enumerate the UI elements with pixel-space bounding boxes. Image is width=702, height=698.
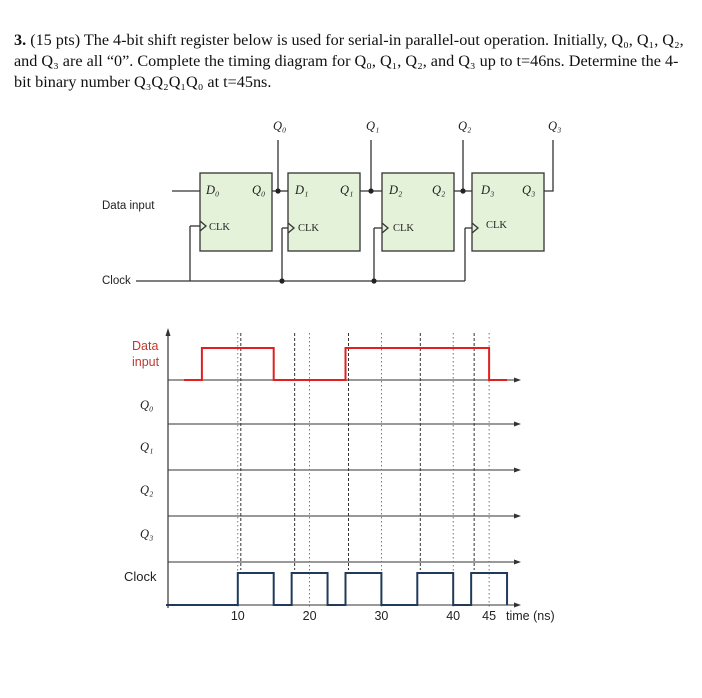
data-row-label-2: input: [132, 355, 160, 369]
shift-register-circuit: [136, 140, 553, 281]
clock-waveform: [166, 573, 507, 605]
ff0-d-label: D₀: [206, 183, 220, 197]
data-input-waveform: [184, 348, 507, 380]
ff2-q-label: Q₂: [432, 183, 446, 197]
tick-label-20: 20: [302, 609, 317, 623]
ff1-clk-label: CLK: [298, 223, 319, 234]
timing-diagram: [124, 328, 555, 623]
ff0-q-label: Q₀: [252, 183, 266, 197]
q2-row-label: Q₂: [140, 483, 154, 497]
q3-row-label: Q₃: [140, 527, 154, 541]
output-q0-label: Q₀: [273, 119, 287, 133]
q0-row-label: Q₀: [140, 398, 154, 412]
output-q2-label: Q₂: [458, 119, 472, 133]
tick-label-30: 30: [374, 609, 389, 623]
ff1-q-label: Q₁: [340, 183, 354, 197]
ff2-clk-label: CLK: [393, 223, 414, 234]
tick-label-10: 10: [230, 609, 245, 623]
ff2-d-label: D₂: [389, 183, 403, 197]
problem-number: 3.: [14, 31, 27, 49]
ff3-clk-label: CLK: [486, 220, 507, 231]
ff0-clk-label: CLK: [209, 222, 230, 233]
data-input-label: Data input: [102, 200, 155, 212]
ff1-d-label: D₁: [295, 183, 309, 197]
clock-label: Clock: [102, 275, 131, 287]
ff3-d-label: D₃: [481, 183, 495, 197]
clock-row-label: Clock: [124, 569, 157, 584]
output-q1-label: Q₁: [366, 119, 380, 133]
tick-label-45: 45: [482, 609, 497, 623]
tick-label-40: 40: [446, 609, 461, 623]
data-row-label-1: Data: [132, 339, 159, 353]
output-q3-label: Q₃: [548, 119, 562, 133]
ff3-q-label: Q₃: [522, 183, 536, 197]
problem-text: (15 pts) The 4-bit shift register below is used for serial-in parallel-out operation. Initially, Q₀, Q₁, Q₂, and Q₃ are all “0”. Complete the timing diagram for Q₀, Q₁, Q₂, and Q₃ up to t=46ns. Determine the 4-bit binary number Q₃Q₂Q₁Q₀ at t=45ns.: [14, 31, 684, 91]
q1-row-label: Q₁: [140, 440, 154, 454]
time-axis-label: time (ns): [506, 609, 555, 623]
